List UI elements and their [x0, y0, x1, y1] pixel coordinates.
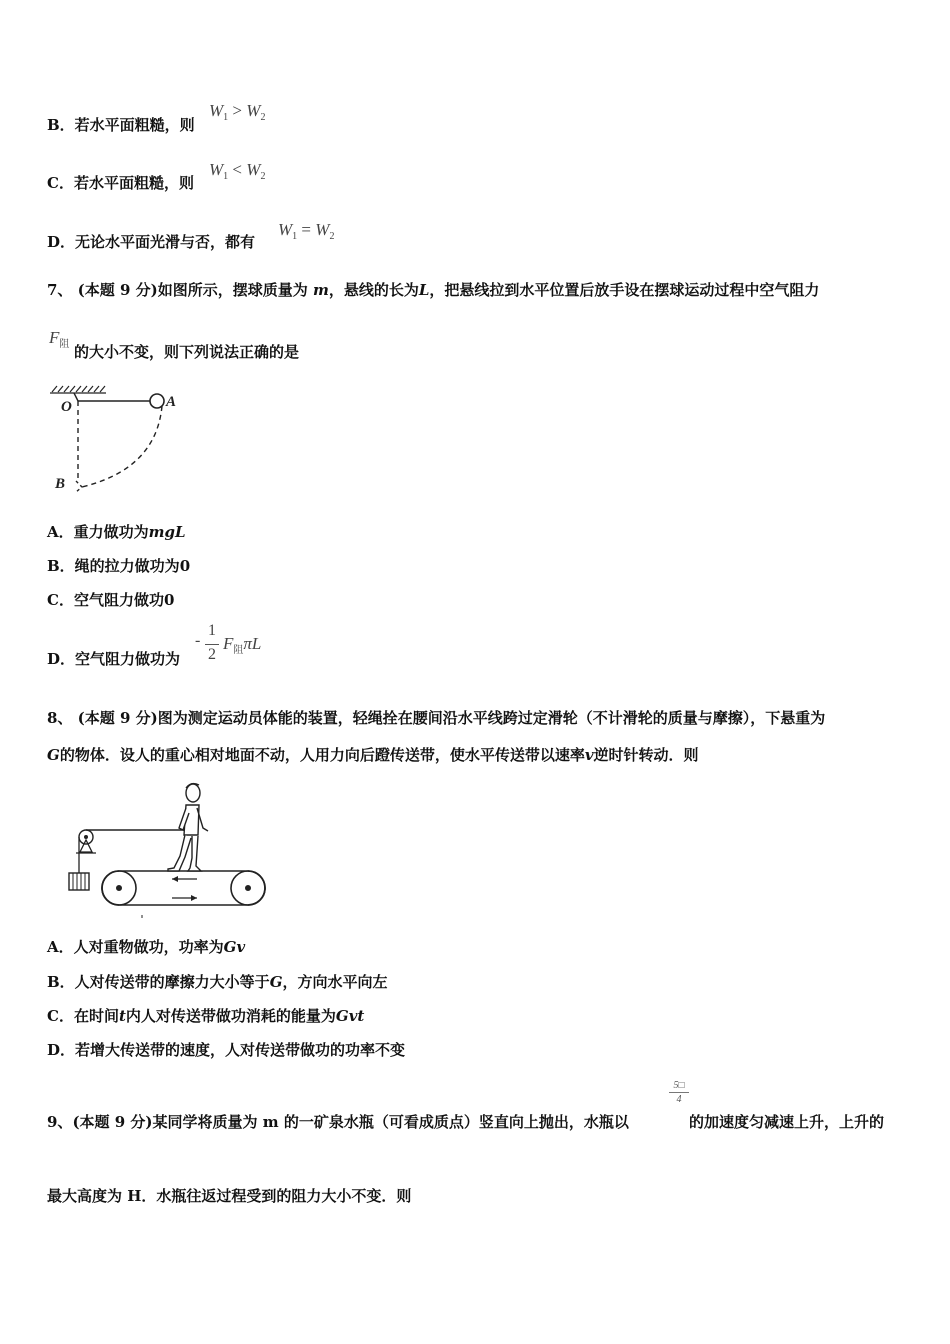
q7-pendulum-figure	[44, 384, 194, 496]
q8-option-d: D．若增大传送带的速度，人对传送带做功的功率不变	[47, 1041, 406, 1059]
q7-friction-symbol: $F_阻$	[49, 328, 70, 350]
bob-at-b	[76, 481, 82, 492]
q8-option-c: C．在时间t内人对传送带做功消耗的能量为Gvt	[47, 1007, 365, 1025]
q6-option-d-label: D．无论水平面光滑与否，都有	[47, 233, 256, 251]
q6-option-c-label: C．若水平面粗糙，则	[47, 174, 194, 192]
label-b: B	[55, 476, 66, 492]
q6-option-b	[47, 115, 195, 135]
q6-option-b-label: B．若水平面粗糙，则	[47, 116, 195, 134]
q7-stem-cont: 的大小不变，则下列说法正确的是	[74, 343, 300, 361]
ceiling-hatch	[50, 386, 106, 393]
q8-stem: 8、 (本题 9 分)图为测定运动员体能的装置，轻绳拴在腰间沿水平线跨过定滑轮（不计滑轮的质量与摩擦），下悬重为	[47, 709, 826, 727]
q6-option-d	[47, 232, 255, 252]
label-o: O	[61, 399, 72, 415]
hanging-weight	[69, 873, 89, 890]
q9-stem-cont: 的加速度匀减速上升，上升的	[689, 1113, 885, 1131]
q8-option-b: B．人对传送带的摩擦力大小等于G，方向水平向左	[47, 973, 388, 991]
q6-option-c-formula: $W_1 < W_2$	[209, 160, 266, 182]
q6-option-b-formula: $W_1 > W_2$	[209, 101, 266, 123]
q6-option-d-formula: $W_1 = W_2$	[278, 220, 335, 242]
q7-option-d: D．空气阻力做功为	[47, 650, 181, 668]
label-a: A	[166, 394, 177, 410]
q9-stem-line2: 最大高度为 H．水瓶往返过程受到的阻力大小不变．则	[47, 1187, 412, 1205]
q6-option-c	[47, 173, 194, 193]
swing-arc-dashed	[82, 406, 162, 487]
pendulum-bob	[150, 394, 164, 408]
q7-stem: 7、 (本题 9 分)如图所示，摆球质量为 m，悬线的长为L，把悬线拉到水平位置后放手设在摆球运动过程中空气阻力	[47, 281, 820, 299]
q9-acceleration-fraction: 5□ 4	[669, 1080, 689, 1105]
q8-treadmill-figure	[62, 780, 272, 918]
q9-stem: 9、(本题 9 分)某同学将质量为 m 的一矿泉水瓶（可看成质点）竖直向上抛出，水瓶以	[47, 1113, 629, 1131]
q8-option-a: A．人对重物做功，功率为Gv	[47, 938, 246, 956]
q7-option-a: A．重力做功为mgL	[47, 523, 186, 541]
q7-option-c: C．空气阻力做功0	[47, 591, 175, 609]
q7-option-b: B．绳的拉力做功为0	[47, 557, 191, 575]
q8-stem-cont: G的物体．设人的重心相对地面不动，人用力向后蹬传送带，使水平传送带以速率v逆时针转动．则	[47, 746, 699, 764]
runner	[168, 784, 208, 871]
